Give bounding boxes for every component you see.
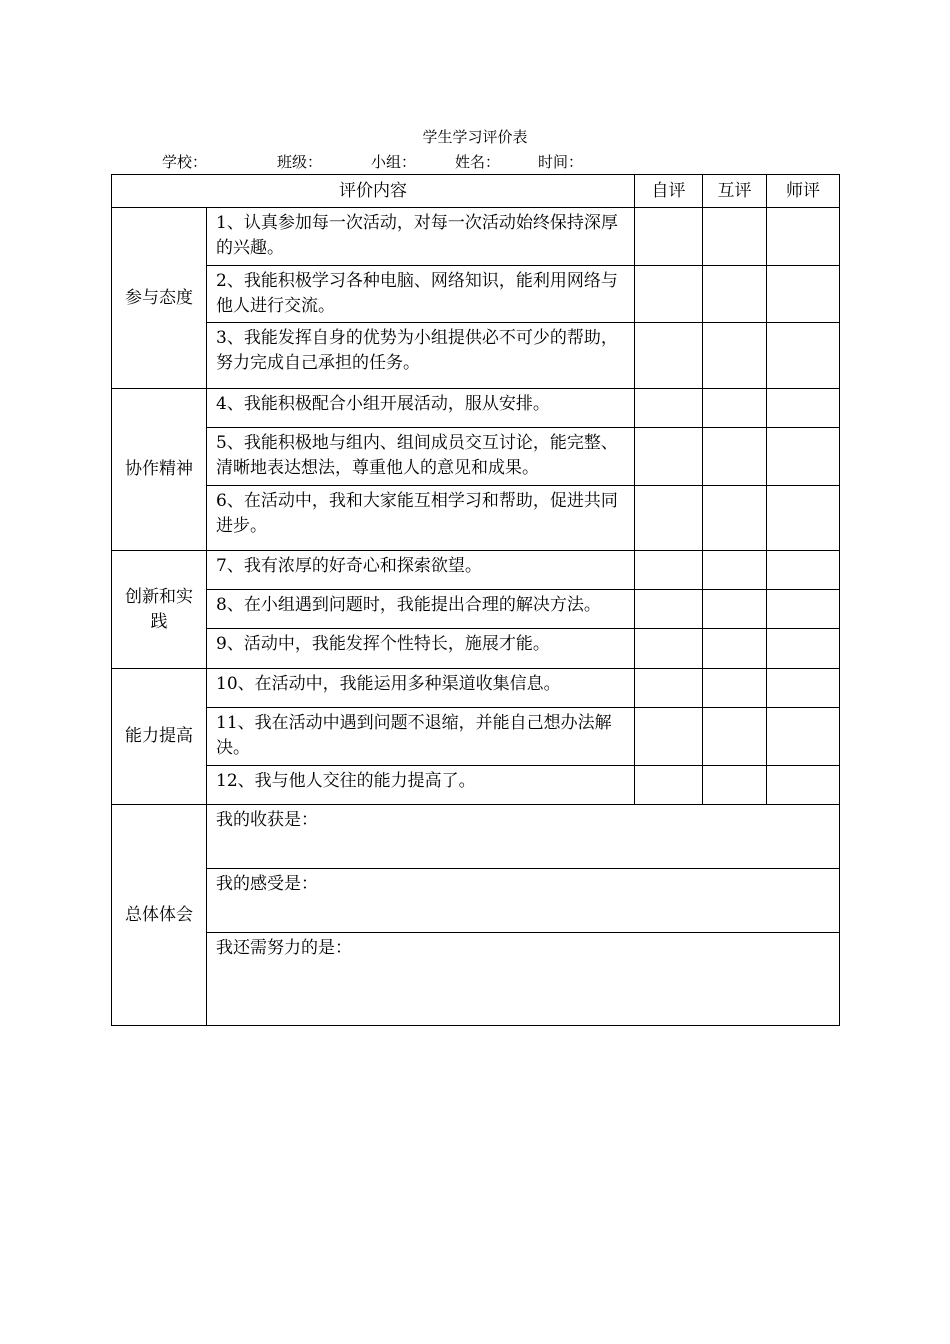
peer-score-8[interactable] [703,590,767,629]
table-row [112,805,840,869]
teacher-score-2[interactable] [767,266,840,323]
header-peer: 互评 [703,175,767,208]
item-1: 1、认真参加每一次活动，对每一次活动始终保持深厚的兴趣。 [207,208,635,266]
self-score-6[interactable] [635,486,703,551]
teacher-score-8[interactable] [767,590,840,629]
time-label: 时间： [538,153,584,171]
peer-score-10[interactable] [703,669,767,708]
item-10: 10、在活动中，我能运用多种渠道收集信息。 [207,669,635,708]
teacher-score-6[interactable] [767,486,840,551]
header-self: 自评 [635,175,703,208]
peer-score-7[interactable] [703,551,767,590]
name-label: 姓名： [455,153,501,171]
table-row [112,323,840,389]
peer-score-2[interactable] [703,266,767,323]
item-11: 11、我在活动中遇到问题不退缩，并能自己想办法解决。 [207,708,635,766]
category-participation: 参与态度 [112,208,207,389]
item-8: 8、在小组遇到问题时，我能提出合理的解决方法。 [207,590,635,629]
page-title: 学生学习评价表 [422,128,528,146]
table-row [112,669,840,708]
self-score-12[interactable] [635,766,703,805]
peer-score-6[interactable] [703,486,767,551]
self-score-1[interactable] [635,208,703,266]
table-row [112,389,840,428]
self-score-10[interactable] [635,669,703,708]
table-row [112,551,840,590]
category-ability: 能力提高 [112,669,207,805]
header-teacher: 师评 [767,175,840,208]
item-3: 3、我能发挥自身的优势为小组提供必不可少的帮助，努力完成自己承担的任务。 [207,323,635,389]
item-7: 7、我有浓厚的好奇心和探索欲望。 [207,551,635,590]
header-content: 评价内容 [112,175,635,208]
class-label: 班级： [277,153,323,171]
table-row [112,208,840,266]
category-summary: 总体体会 [112,805,207,1026]
peer-score-4[interactable] [703,389,767,428]
item-2: 2、我能积极学习各种电脑、网络知识，能利用网络与他人进行交流。 [207,266,635,323]
summary-feelings[interactable]: 我的感受是： [207,869,840,933]
item-12: 12、我与他人交往的能力提高了。 [207,766,635,805]
self-score-4[interactable] [635,389,703,428]
teacher-score-4[interactable] [767,389,840,428]
summary-needs[interactable]: 我还需努力的是： [207,933,840,1026]
table-row [112,766,840,805]
peer-score-9[interactable] [703,629,767,669]
item-4: 4、我能积极配合小组开展活动，服从安排。 [207,389,635,428]
self-score-5[interactable] [635,428,703,486]
peer-score-12[interactable] [703,766,767,805]
item-9: 9、活动中，我能发挥个性特长，施展才能。 [207,629,635,669]
teacher-score-10[interactable] [767,669,840,708]
self-score-8[interactable] [635,590,703,629]
self-score-11[interactable] [635,708,703,766]
table-row [112,708,840,766]
self-score-3[interactable] [635,323,703,389]
table-row [112,428,840,486]
teacher-score-9[interactable] [767,629,840,669]
item-5: 5、我能积极地与组内、组间成员交互讨论，能完整、清晰地表达想法，尊重他人的意见和成果。 [207,428,635,486]
teacher-score-12[interactable] [767,766,840,805]
teacher-score-3[interactable] [767,323,840,389]
table-row [112,629,840,669]
group-label: 小组： [371,153,417,171]
table-row [112,590,840,629]
teacher-score-7[interactable] [767,551,840,590]
summary-gains[interactable]: 我的收获是： [207,805,840,869]
table-row [112,266,840,323]
self-score-2[interactable] [635,266,703,323]
peer-score-5[interactable] [703,428,767,486]
teacher-score-5[interactable] [767,428,840,486]
teacher-score-11[interactable] [767,708,840,766]
table-row [112,933,840,1026]
category-innovation: 创新和实践 [112,551,207,669]
peer-score-11[interactable] [703,708,767,766]
self-score-7[interactable] [635,551,703,590]
peer-score-1[interactable] [703,208,767,266]
table-row [112,486,840,551]
teacher-score-1[interactable] [767,208,840,266]
item-6: 6、在活动中，我和大家能互相学习和帮助，促进共同进步。 [207,486,635,551]
peer-score-3[interactable] [703,323,767,389]
table-row [112,869,840,933]
evaluation-table [111,174,840,1026]
school-label: 学校： [162,153,208,171]
self-score-9[interactable] [635,629,703,669]
table-header-row [112,175,840,208]
category-cooperation: 协作精神 [112,389,207,551]
